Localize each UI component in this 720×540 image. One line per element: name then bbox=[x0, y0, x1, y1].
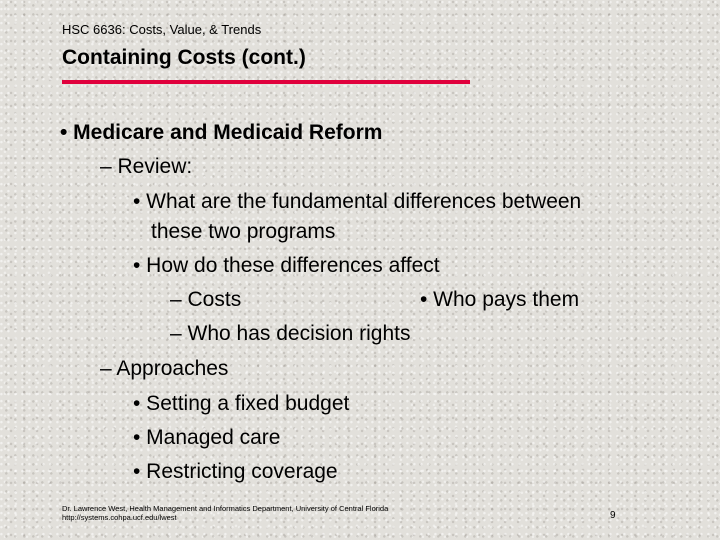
course-header: HSC 6636: Costs, Value, & Trends bbox=[62, 22, 262, 37]
subpoint-approaches: – Approaches bbox=[100, 357, 229, 380]
approach-managed-care: • Managed care bbox=[133, 426, 281, 449]
point-fundamental-differences-cont: these two programs bbox=[151, 220, 336, 243]
item-who-pays: • Who pays them bbox=[420, 288, 580, 311]
point-differences-affect: • How do these differences affect bbox=[133, 254, 440, 277]
page-number: 9 bbox=[610, 510, 616, 521]
footer-credits bbox=[62, 504, 388, 522]
approach-restricting-coverage: • Restricting coverage bbox=[133, 460, 338, 483]
point-fundamental-differences: • What are the fundamental differences between bbox=[133, 190, 582, 213]
footer-url: http://systems.cohpa.ucf.edu/lwest bbox=[62, 513, 177, 522]
title-underline bbox=[62, 80, 470, 84]
item-decision-rights: – Who has decision rights bbox=[170, 322, 411, 345]
bullet-medicare-medicaid-reform: • Medicare and Medicaid Reform bbox=[60, 121, 383, 144]
subpoint-review: – Review: bbox=[100, 155, 193, 178]
item-costs: – Costs bbox=[170, 288, 242, 311]
slide-title: Containing Costs (cont.) bbox=[62, 46, 306, 69]
footer-author: Dr. Lawrence West, Health Management and Informatics Department, University of Central Florida bbox=[62, 504, 389, 513]
approach-fixed-budget: • Setting a fixed budget bbox=[133, 392, 350, 415]
